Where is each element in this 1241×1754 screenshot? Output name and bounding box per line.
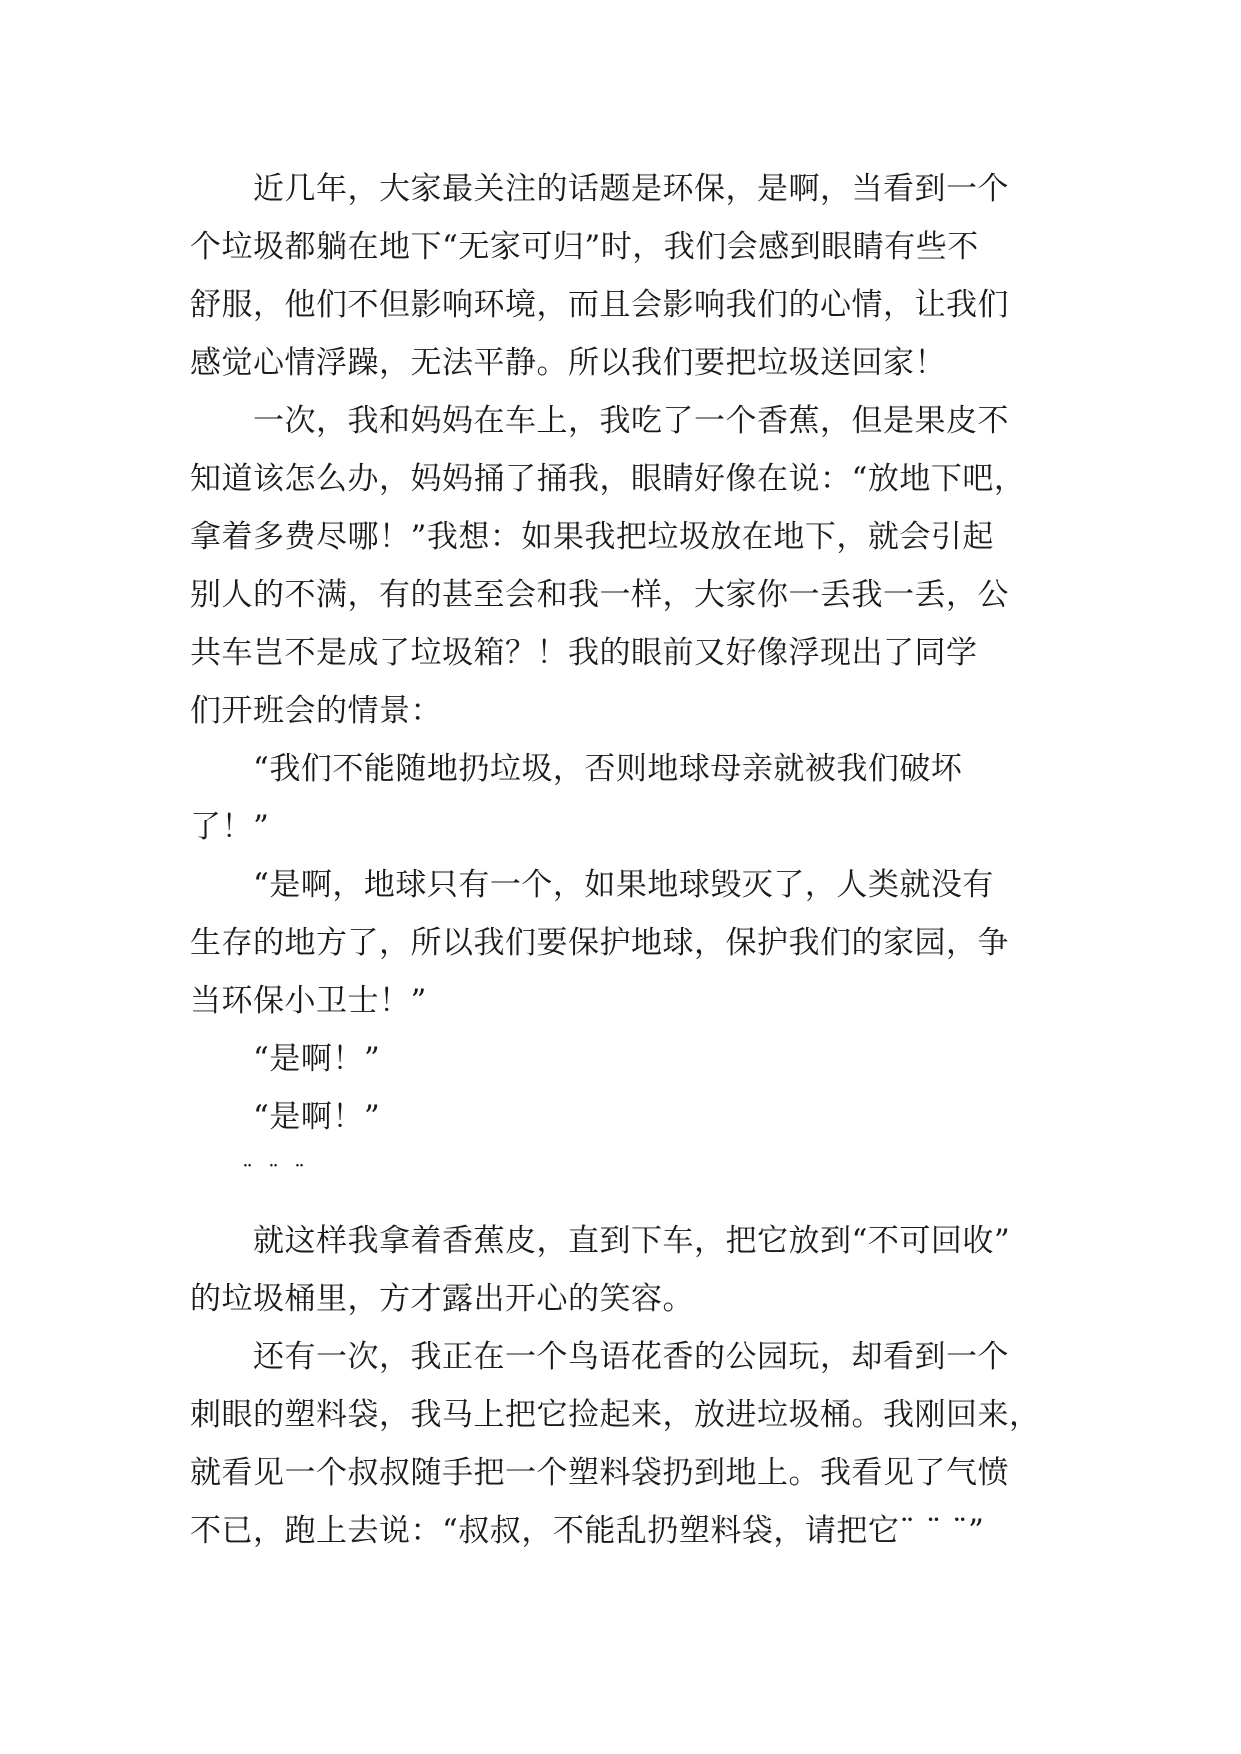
paragraph-quote-1: “我们不能随地扔垃圾，否则地球母亲就被我们破坏 了！”	[190, 751, 963, 845]
paragraph-ellipsis: ¨ ¨ ¨	[190, 1162, 309, 1187]
document-body	[190, 160, 1070, 1560]
paragraph-park-story: 还有一次，我正在一个鸟语花香的公园玩，却看到一个 刺眼的塑料袋，我马上把它捡起来，放进垃圾桶。我刚回来， 就看见一个叔叔随手把一个塑料袋扔到地上。我看见了气愤 不已，跑上去说：“叔叔，不能乱扔塑料袋，请把它¨ ¨ ¨”	[190, 1339, 1041, 1549]
paragraph-quote-2: “是啊，地球只有一个，如果地球毁灭了，人类就没有 生存的地方了，所以我们要保护地球，保护我们的家园，争 当环保小卫士！”	[190, 867, 1009, 1019]
paragraph-quote-4: “是啊！”	[190, 1099, 381, 1135]
paragraph-bus-story: 一次，我和妈妈在车上，我吃了一个香蕉，但是果皮不 知道该怎么办，妈妈捅了捅我，眼睛好像在说：“放地下吧， 拿着多费尽哪！”我想：如果我把垃圾放在地下，就会引起 别人的不满，有的甚至会和我一样，大家你一丢我一丢，公 共车岂不是成了垃圾箱？！我的眼前又好像浮现出了同学 们开班会的情景：	[190, 403, 1026, 729]
paragraph-environment-intro: 近几年，大家最关注的话题是环保，是啊，当看到一个 个垃圾都躺在地下“无家可归”时，我们会感到眼睛有些不 舒服，他们不但影响环境，而且会影响我们的心情，让我们 感觉心情浮躁，无法平静。所以我们要把垃圾送回家！	[190, 171, 1009, 381]
paragraph-banana-peel: 就这样我拿着香蕉皮，直到下车，把它放到“不可回收” 的垃圾桶里，方才露出开心的笑容。	[190, 1223, 1011, 1317]
paragraph-quote-3: “是啊！”	[190, 1041, 381, 1077]
